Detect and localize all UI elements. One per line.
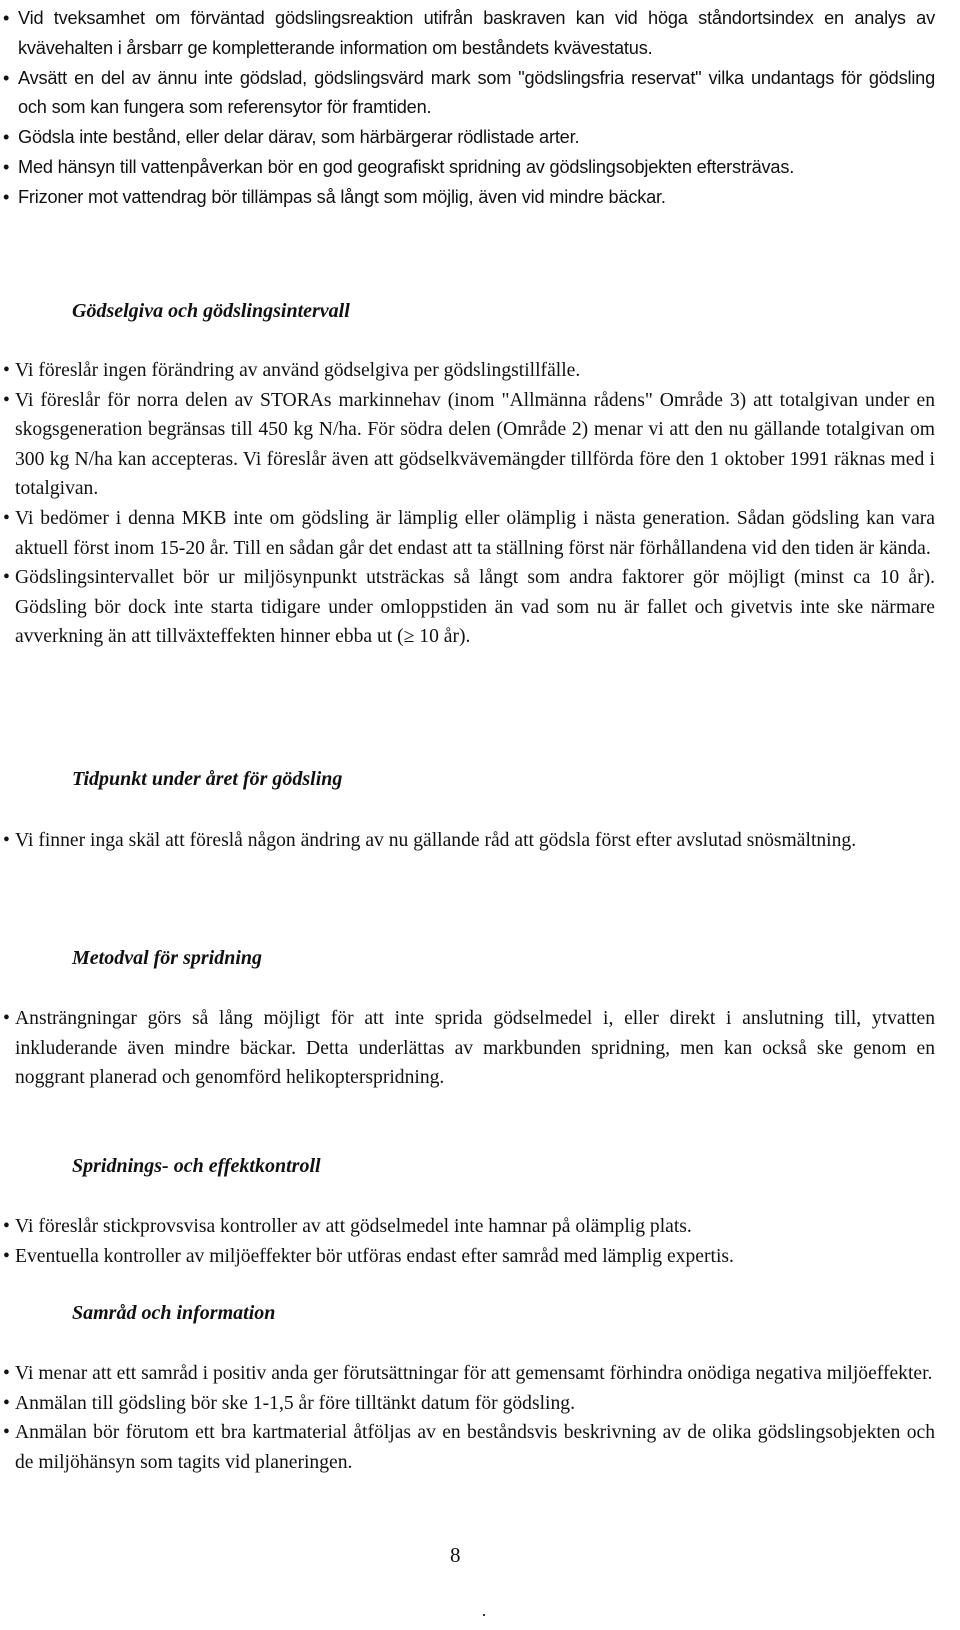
- bullet-list-kontroll: [0, 1212, 935, 1271]
- bullet-list-tidpunkt: [0, 826, 935, 856]
- list-item: • Avsätt en del av ännu inte gödslad, gödslingsvärd mark som "gödslingsfria reservat" vilka undantags för gödsling och som kan fungera som referensytor för framtiden.: [0, 64, 935, 124]
- list-item: • Ansträngningar görs så lång möjligt för att inte sprida gödselmedel i, eller direkt i anslutning till, ytvatten inkluderande även mindre bäckar. Detta underlättas av markbunden spridning, men kan också ske genom en noggrant planerad och genomförd helikopterspridning.: [0, 1004, 935, 1093]
- list-item: • Vi menar att ett samråd i positiv anda ger förutsättningar för att gemensamt förhindra onödiga negativa miljöeffekter.: [0, 1359, 935, 1389]
- bullet-icon: •: [3, 156, 10, 177]
- list-item: • Vid tveksamhet om förväntad gödslingsreaktion utifrån baskraven kan vid höga ståndortsindex en analys av kvävehalten i årsbarr ge kompletterande information om beståndets kvävestatus.: [0, 4, 935, 64]
- bullet-icon: •: [3, 1392, 10, 1414]
- bullet-icon: •: [3, 1216, 10, 1237]
- list-item: • Vi föreslår ingen förändring av använd gödselgiva per gödslingstillfälle.: [0, 356, 935, 386]
- section-heading: Spridnings- och effektkontroll: [72, 1155, 321, 1177]
- list-item: • Eventuella kontroller av miljöeffekter bör utföras endast efter samråd med lämplig expertis.: [0, 1242, 935, 1272]
- bullet-icon: •: [3, 567, 10, 589]
- bullet-list-giva: [0, 356, 935, 652]
- section-heading: Tidpunkt under året för gödsling: [72, 768, 343, 790]
- list-item: • Gödsla inte bestånd, eller delar därav, som härbärgerar rödlistade arter.: [0, 123, 935, 153]
- bullet-icon: •: [3, 1422, 10, 1444]
- list-item: • Gödslingsintervallet bör ur miljösynpunkt utsträckas så långt som andra faktorer gör möjligt (minst ca 10 år). Gödsling bör dock inte starta tidigare under omloppstiden än vad som nu är fallet och givetvis inte ske närmare avverkning än att tillväxteffekten hinner ebba ut (≥ 10 år).: [0, 563, 935, 652]
- bullet-icon: •: [3, 830, 10, 851]
- bullet-icon: •: [3, 1008, 10, 1029]
- list-item: • Frizoner mot vattendrag bör tillämpas så långt som möjlig, även vid mindre bäckar.: [0, 183, 935, 213]
- bullet-icon: •: [3, 67, 10, 88]
- bullet-icon: •: [3, 8, 10, 28]
- list-item: • Vi finner inga skäl att föreslå någon ändring av nu gällande råd att gödsla först efter avslutad snösmältning.: [0, 826, 935, 856]
- scan-speck: [483, 1614, 485, 1616]
- bullet-icon: •: [3, 507, 10, 529]
- list-item: • Anmälan bör förutom ett bra kartmaterial åtföljas av en beståndsvis beskrivning av de olika gödslingsobjekten och de miljöhänsyn som tagits vid planeringen.: [0, 1418, 935, 1477]
- section-heading: Metodval för spridning: [72, 947, 263, 969]
- bullet-list-intro: [0, 4, 935, 213]
- list-item: • Anmälan till gödsling bör ske 1-1,5 år före tilltänkt datum för gödsling.: [0, 1389, 935, 1419]
- section-heading: Samråd och information: [72, 1302, 276, 1324]
- section-heading: Gödselgiva och gödslingsintervall: [72, 300, 350, 322]
- bullet-icon: •: [3, 389, 10, 411]
- list-item: • Vi föreslår för norra delen av STORAs markinnehav (inom "Allmänna rådens" Område 3) att totalgivan under en skogsgeneration begränsas till 450 kg N/ha. För södra delen (Område 2) menar vi att den nu gällande totalgivan om 300 kg N/ha kan accepteras. Vi föreslår även att gödselkvävemängder tillförda före den 1 oktober 1991 räknas med i totalgivan.: [0, 386, 935, 504]
- page-number: 8: [450, 1543, 461, 1567]
- bullet-icon: •: [3, 1245, 10, 1267]
- bullet-list-samrad: [0, 1359, 935, 1477]
- bullet-icon: •: [3, 1363, 10, 1384]
- bullet-icon: •: [3, 127, 10, 148]
- bullet-icon: •: [3, 186, 10, 207]
- bullet-list-metodval: [0, 1004, 935, 1093]
- bullet-icon: •: [3, 360, 10, 381]
- list-item: • Med hänsyn till vattenpåverkan bör en god geografiskt spridning av gödslingsobjekten eftersträvas.: [0, 153, 935, 183]
- list-item: • Vi bedömer i denna MKB inte om gödsling är lämplig eller olämplig i nästa generation. Sådan gödsling kan vara aktuell först inom 15-20 år. Till en sådan går det endast att ta ställning först när förhållandena vid den tiden är kända.: [0, 504, 935, 563]
- list-item: • Vi föreslår stickprovsvisa kontroller av att gödselmedel inte hamnar på olämplig plats.: [0, 1212, 935, 1242]
